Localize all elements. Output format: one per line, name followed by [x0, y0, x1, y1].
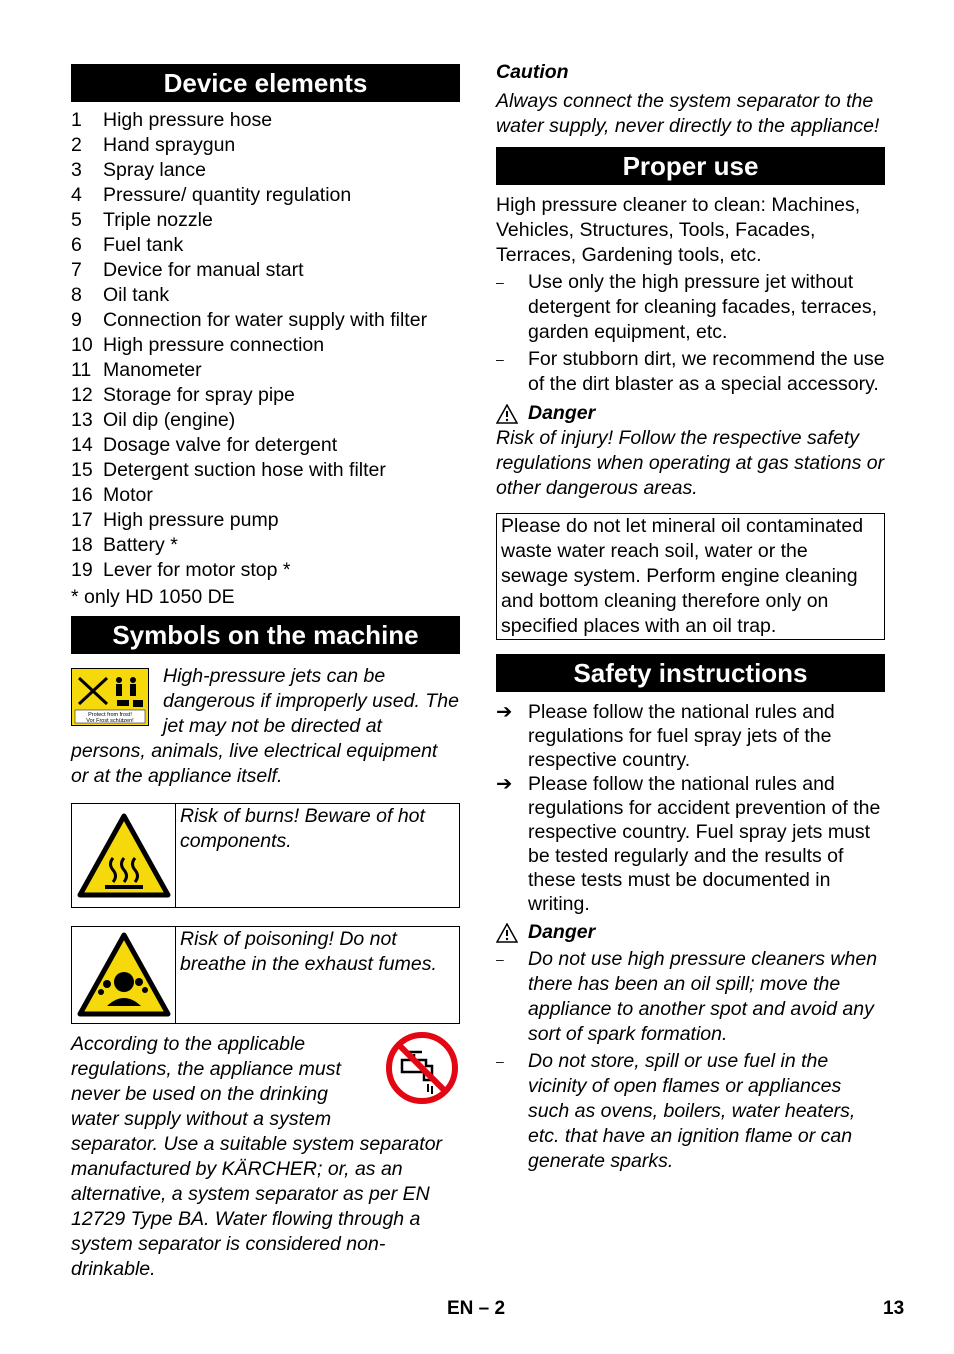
item-number: 3 [71, 159, 82, 181]
burns-icon-cell [72, 804, 176, 907]
high-pressure-sticker-icon [71, 668, 149, 726]
list-item [71, 358, 460, 383]
list-item [496, 1049, 885, 1174]
list-item [71, 108, 460, 133]
drinking-water-text: According to the applicable regulations, the appliance must never be used on the drinking water supply without a system separator. Use a suitable system separator manufactured by KÄRCHER; or, as an alternative, a system separator as per EN 12729 Type BA. Water flowing through a system separator is considered non-drinkable. [71, 1033, 443, 1280]
item-number: 10 [71, 334, 93, 356]
item-number: 13 [71, 409, 93, 431]
proper-use-heading: Proper use [496, 147, 885, 185]
item-label: Motor [103, 484, 153, 506]
proper-use-danger-label [496, 401, 885, 426]
drinking-water-block [71, 1032, 460, 1282]
list-item [71, 233, 460, 258]
item-number: 5 [71, 209, 82, 231]
safety-danger-label [496, 920, 885, 945]
device-note: * only HD 1050 DE [71, 586, 235, 608]
item-number: 15 [71, 459, 93, 481]
list-item [496, 347, 885, 397]
safety-rules-list [496, 700, 885, 916]
list-item [71, 558, 460, 583]
high-pressure-text: High-pressure jets can be dangerous if improperly used. The jet may not be directed at persons, animals, live electrical equipment or at the appliance itself. [71, 665, 459, 787]
item-number: 11 [71, 359, 92, 381]
item-number: 16 [71, 484, 93, 506]
device-elements-list [71, 108, 460, 583]
list-item [71, 133, 460, 158]
item-label: Oil tank [103, 284, 170, 306]
proper-use-danger-text: Risk of injury! Follow the respective safety regulations when operating at gas stations or other dangerous areas. [496, 427, 885, 499]
list-item [496, 270, 885, 345]
left-column [71, 64, 460, 1282]
list-item-text: Please follow the national rules and regulations for accident prevention of the respective country. Fuel spray jets must be tested regularly and the results of these tests must be documented in writing. [528, 773, 881, 915]
list-item-text: Use only the high pressure jet without detergent for cleaning facades, terraces, garden equipment, etc. [528, 271, 878, 343]
danger-label-text: Danger [528, 921, 596, 943]
item-label: High pressure hose [103, 109, 273, 131]
item-label: Hand spraygun [103, 134, 236, 156]
list-item [71, 258, 460, 283]
item-label: Detergent suction hose with filter [103, 459, 386, 481]
item-label: Manometer [103, 359, 202, 381]
list-item [71, 458, 460, 483]
danger-triangle-icon [496, 923, 518, 943]
item-label: High pressure pump [103, 509, 279, 531]
list-item-text: For stubborn dirt, we recommend the use of the dirt blaster as a special accessory. [528, 348, 885, 395]
item-number: 1 [71, 109, 82, 131]
symbols-heading: Symbols on the machine [71, 616, 460, 654]
item-number: 14 [71, 434, 93, 456]
item-number: 17 [71, 509, 93, 531]
item-label: High pressure connection [103, 334, 325, 356]
item-label: Connection for water supply with filter [103, 309, 428, 331]
page-number: 13 [883, 1298, 905, 1319]
dash-bullet: – [496, 1053, 504, 1069]
caution-label: Caution [496, 61, 569, 83]
list-item [71, 533, 460, 558]
proper-use-intro: High pressure cleaner to clean: Machines, Vehicles, Structures, Tools, Facades, Terraces, Gardening tools, etc. [496, 194, 861, 266]
safety-danger-list [496, 947, 885, 1174]
hot-surface-warning-icon [77, 813, 171, 899]
item-number: 7 [71, 259, 82, 281]
high-pressure-symbol-block [71, 664, 460, 789]
list-item [71, 283, 460, 308]
item-label: Dosage valve for detergent [103, 434, 338, 456]
item-number: 12 [71, 384, 93, 406]
safety-heading: Safety instructions [496, 654, 885, 692]
list-item [496, 947, 885, 1047]
device-elements-heading: Device elements [71, 64, 460, 102]
item-label: Pressure/ quantity regulation [103, 184, 352, 206]
list-item-text: Do not store, spill or use fuel in the vicinity of open flames or appliances such as ovens, boilers, water heaters, etc. that have an ignition flame or can generate sparks. [528, 1050, 856, 1172]
poison-text: Risk of poisoning! Do not breathe in the exhaust fumes. [180, 928, 437, 975]
item-label: Fuel tank [103, 234, 184, 256]
dash-bullet: – [496, 351, 504, 367]
proper-use-list [496, 270, 885, 397]
arrow-right-icon: ➔ [496, 701, 513, 723]
poison-warning-box [71, 926, 460, 1024]
arrow-right-icon: ➔ [496, 773, 513, 795]
burns-warning-box [71, 803, 460, 908]
list-item [71, 508, 460, 533]
dash-bullet: – [496, 951, 504, 967]
list-item [71, 183, 460, 208]
list-item [71, 158, 460, 183]
list-item [71, 333, 460, 358]
item-number: 6 [71, 234, 82, 256]
oil-warning-box: Please do not let mineral oil contaminated waste water reach soil, water or the sewage system. Perform engine cleaning and bottom cleaning therefore only on specified places with an oil trap. [496, 513, 885, 640]
list-item [71, 208, 460, 233]
list-item [71, 308, 460, 333]
list-item [71, 383, 460, 408]
item-number: 8 [71, 284, 82, 306]
item-label: Device for manual start [103, 259, 304, 281]
item-number: 4 [71, 184, 82, 206]
item-label: Oil dip (engine) [103, 409, 236, 431]
toxic-fumes-warning-icon [77, 932, 171, 1018]
footer-language-page: EN – 2 [447, 1298, 506, 1319]
item-label: Battery * [103, 534, 178, 556]
list-item [71, 483, 460, 508]
list-item [496, 700, 885, 772]
list-item-text: Do not use high pressure cleaners when there has been an oil spill; move the appliance to another spot and avoid any sort of spark formation. [528, 948, 878, 1045]
list-item-text: Please follow the national rules and regulations for fuel spray jets of the respective country. [528, 701, 835, 771]
danger-triangle-icon [496, 404, 518, 424]
item-number: 19 [71, 559, 93, 581]
right-column [496, 60, 885, 1174]
item-label: Triple nozzle [103, 209, 213, 231]
no-drinking-water-icon [384, 1030, 460, 1106]
sticker-text-2: Vor Frost schützen! [86, 718, 134, 724]
list-item [71, 433, 460, 458]
poison-icon-cell [72, 927, 176, 1023]
caution-text: Always connect the system separator to the water supply, never directly to the appliance! [496, 90, 880, 137]
sticker-text-1: Protect from frost! [88, 712, 132, 718]
danger-label-text: Danger [528, 402, 596, 424]
item-number: 9 [71, 309, 82, 331]
dash-bullet: – [496, 274, 504, 290]
list-item [71, 408, 460, 433]
item-label: Lever for motor stop * [103, 559, 291, 581]
burns-text: Risk of burns! Beware of hot components. [180, 805, 425, 852]
item-number: 2 [71, 134, 82, 156]
item-number: 18 [71, 534, 93, 556]
item-label: Spray lance [103, 159, 206, 181]
list-item [496, 772, 885, 916]
item-label: Storage for spray pipe [103, 384, 295, 406]
